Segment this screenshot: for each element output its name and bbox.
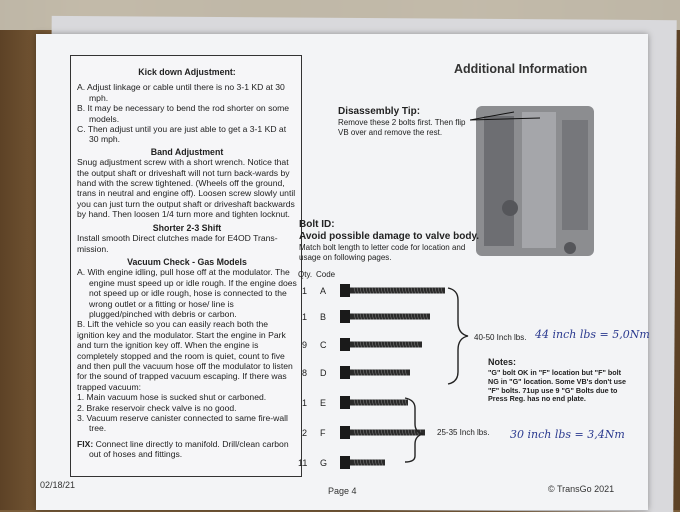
fix-label: FIX: (77, 438, 94, 449)
bolt-id-warning: Avoid possible damage to valve body. (299, 231, 480, 242)
vacuum-check-title: Vacuum Check - Gas Models (127, 256, 247, 267)
bolt-code: C (320, 340, 327, 350)
bolt-code: B (320, 312, 327, 322)
footer-copyright: © TransGo 2021 (548, 484, 615, 494)
kickdown-item-b: B. It may be necessary to bend the rod shorter on some models. (77, 103, 290, 124)
kickdown-item-c: C. Then adjust until you are just able to get a 3-1 KD at 30 mph. (77, 124, 287, 145)
kickdown-title: Kick down Adjustment: (138, 67, 236, 77)
bolt-code: D (320, 368, 327, 378)
bolt-code: G (320, 458, 328, 468)
torque-range-1: 40-50 Inch lbs. (474, 333, 527, 342)
bolt-code: E (320, 398, 327, 408)
fix-text: Connect line directly to manifold. Drill/clean carbon out of hoses and fittings. (89, 438, 289, 460)
code-header: Code (316, 270, 336, 279)
vacuum-sub-1: 1. Main vacuum hose is sucked shut or carboned. (77, 392, 267, 403)
footer-page-number: Page 4 (328, 486, 357, 496)
bolt-qty: 8 (302, 368, 308, 378)
shorter-shift-text: Install smooth Direct clutches made for E4OD Trans-mission. (77, 233, 278, 254)
handwritten-note-2: 30 inch lbs = 3,4Nm (510, 428, 625, 441)
bolt-qty: 1 (302, 398, 308, 408)
band-title: Band Adjustment (150, 146, 224, 157)
bracket-40-50 (448, 288, 468, 384)
vacuum-item-b: B. Lift the vehicle so you can easily reach both the ignition key and the modulator. Start the engine in Park and turn the ignition key off. When the engine is completely stopped and the room is quiet, count to five and then pull the vacuum hose off the modulator to listen for the sound of trapped vacuum escaping. If there was trapped vacuum: (77, 319, 293, 392)
handwritten-note-1: 44 inch lbs = 5,0Nm (535, 328, 650, 341)
bolt-qty: 11 (298, 458, 308, 468)
bolt-id-title: Bolt ID: (299, 219, 335, 230)
bolt-code: F (320, 428, 326, 438)
bolt-qty: 2 (302, 428, 308, 438)
qty-header: Qty. (298, 270, 313, 279)
band-text: Snug adjustment screw with a short wrench. Notice that the output shaft or driveshaft will not turn back-wards by hand with the screw tightened. (Wheels off the ground, trans in neutral and engine off). Loosen screw slowly until you can just turn the output shaft or driveshaft backwards by hand. Then loosen 1/4 turn more and tighten locknut. (77, 157, 296, 220)
bolt-id-description: Match bolt length to letter code for location and usage on following pages. (299, 243, 466, 262)
bolt-qty: 9 (302, 340, 308, 350)
torque-range-2: 25-35 Inch lbs. (437, 428, 490, 437)
vacuum-sub-3: 3. Vacuum reserve canister connected to same fire-wall tree. (77, 413, 288, 434)
shorter-shift-title: Shorter 2-3 Shift (152, 222, 222, 233)
bolt-code: A (320, 286, 327, 296)
bolt-qty: 1 (302, 286, 308, 296)
bracket-25-35 (405, 398, 423, 462)
bolt-qty: 1 (302, 312, 308, 322)
page-title: Additional Information (454, 62, 588, 76)
disassembly-tip-text: Remove these 2 bolts first. Then flip VB over and remove the rest. (338, 118, 466, 137)
vacuum-item-a: A. With engine idling, pull hose off at the modulator. The engine must speed up or idle rough. If the engine does not speed up or idle rough, hose is connected to the wrong outlet or a fitting or hose/ line is plugged/pinched with debris or carbon. (77, 267, 297, 319)
kickdown-item-a: A. Adjust linkage or cable until there is no 3-1 KD at 30 mph. (77, 82, 285, 103)
notes-title: Notes: (488, 357, 517, 367)
disassembly-tip-title: Disassembly Tip: (338, 106, 421, 117)
notes-text: "G" bolt OK in "F" location but "F" bolt NG in "G" location. Some VB's don't use "F" bolts. 71up use 9 "G" Bolts due to Press Reg. has no end plate. (488, 368, 627, 404)
footer-date: 02/18/21 (40, 480, 76, 490)
vacuum-sub-2: 2. Brake reservoir check valve is no good. (77, 402, 237, 413)
